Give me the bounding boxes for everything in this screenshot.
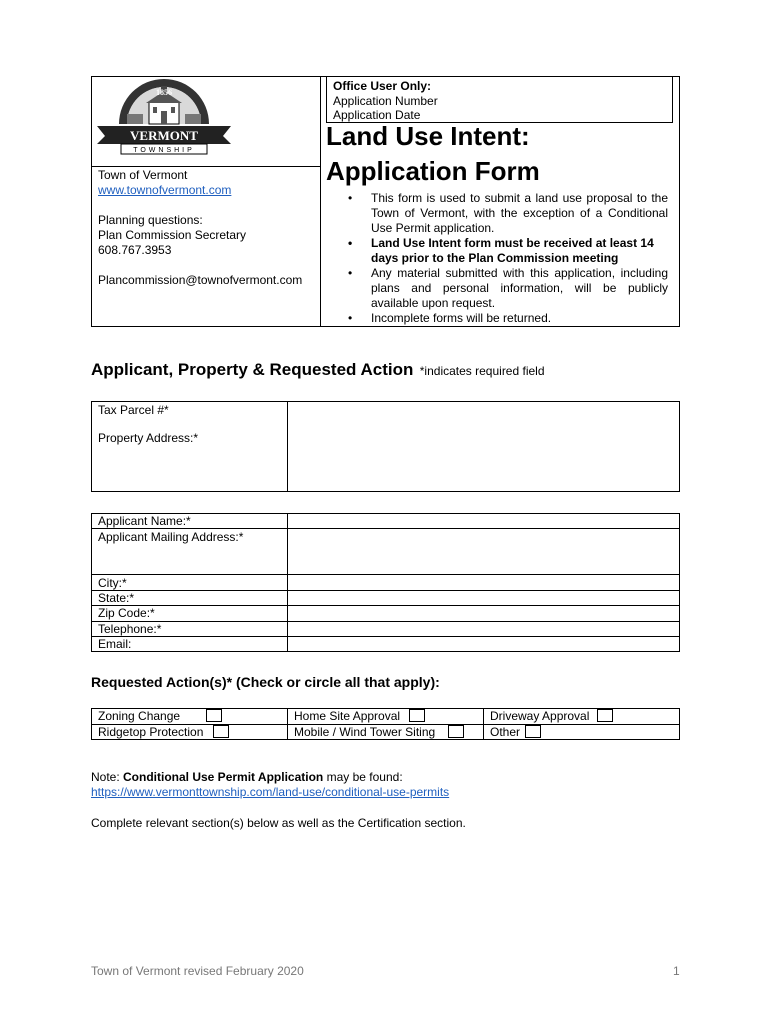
instruction-item: • Incomplete forms will be returned. xyxy=(342,311,668,326)
state-input[interactable] xyxy=(288,591,679,605)
home-site-label: Home Site Approval xyxy=(294,709,401,723)
property-input-area[interactable] xyxy=(288,402,679,491)
page-number: 1 xyxy=(673,964,680,978)
header-divider-vertical xyxy=(320,76,321,327)
logo-subtitle: TOWNSHIP xyxy=(133,147,195,154)
property-address-label: Property Address:* xyxy=(98,431,199,445)
mailing-address-label: Applicant Mailing Address:* xyxy=(98,530,244,544)
tax-parcel-label: Tax Parcel #* xyxy=(98,403,169,417)
instruction-item: • Any material submitted with this application, including plans and personal information, will be publicly available upon request. xyxy=(342,266,668,311)
contact-secretary: Plan Commission Secretary xyxy=(98,228,247,242)
home-site-checkbox[interactable] xyxy=(409,709,425,722)
zip-label: Zip Code:* xyxy=(98,606,155,620)
contact-website-link[interactable]: www.townofvermont.com xyxy=(98,183,232,197)
complete-instructions: Complete relevant section(s) below as well as the Certification section. xyxy=(91,816,466,830)
note-suffix: may be found: xyxy=(323,770,403,784)
instruction-item: • Land Use Intent form must be received at least 14 days prior to the Plan Commission meeting xyxy=(342,236,668,266)
note-prefix: Note: xyxy=(91,770,124,784)
ridgetop-label: Ridgetop Protection xyxy=(98,725,204,739)
zoning-change-checkbox[interactable] xyxy=(206,709,222,722)
tower-siting-label: Mobile / Wind Tower Siting xyxy=(294,725,436,739)
mailing-address-input[interactable] xyxy=(288,529,679,574)
logo-year: 1856 xyxy=(156,88,172,97)
contact-divider xyxy=(91,166,321,167)
city-input[interactable] xyxy=(288,575,679,590)
office-application-number: Application Number xyxy=(333,94,438,108)
vermont-township-logo xyxy=(97,78,231,158)
contact-planning-questions: Planning questions: xyxy=(98,213,203,227)
telephone-input[interactable] xyxy=(288,622,679,636)
ridgetop-checkbox[interactable] xyxy=(213,725,229,738)
instruction-item: • This form is used to submit a land use proposal to the Town of Vermont, with the exception of a Conditional Use Permit application. xyxy=(342,191,668,236)
driveway-checkbox[interactable] xyxy=(597,709,613,722)
state-label: State:* xyxy=(98,591,135,605)
driveway-label: Driveway Approval xyxy=(490,709,590,723)
city-label: City:* xyxy=(98,576,127,590)
requested-actions-heading: Requested Action(s)* (Check or circle all that apply): xyxy=(91,674,440,690)
footer-revision: Town of Vermont revised February 2020 xyxy=(91,964,304,978)
cup-link[interactable]: https://www.vermonttownship.com/land-use/conditional-use-permits xyxy=(91,785,450,799)
section-heading-row xyxy=(91,360,545,380)
telephone-label: Telephone:* xyxy=(98,622,162,636)
tower-siting-checkbox[interactable] xyxy=(448,725,464,738)
other-checkbox[interactable] xyxy=(525,725,541,738)
contact-email: Plancommission@townofvermont.com xyxy=(98,273,303,287)
logo-name: VERMONT xyxy=(130,128,198,143)
email-label: Email: xyxy=(98,637,132,651)
note-bold: Conditional Use Permit Application xyxy=(123,770,324,784)
zip-input[interactable] xyxy=(288,606,679,621)
applicant-name-label: Applicant Name:* xyxy=(98,514,191,528)
zoning-change-label: Zoning Change xyxy=(98,709,181,723)
email-input[interactable] xyxy=(288,637,679,651)
applicant-name-input[interactable] xyxy=(288,514,679,528)
section-heading: Applicant, Property & Requested Action xyxy=(91,360,414,379)
other-label: Other xyxy=(490,725,521,739)
office-application-date: Application Date xyxy=(333,108,421,122)
required-note: *indicates required field xyxy=(419,364,545,378)
contact-phone: 608.767.3953 xyxy=(98,243,172,257)
contact-town: Town of Vermont xyxy=(98,168,188,182)
instructions-list xyxy=(342,191,668,326)
form-title-line1: Land Use Intent: xyxy=(326,121,530,151)
cup-note xyxy=(91,770,403,785)
office-use-title: Office User Only: xyxy=(333,79,432,93)
form-title-line2: Application Form xyxy=(326,156,540,186)
